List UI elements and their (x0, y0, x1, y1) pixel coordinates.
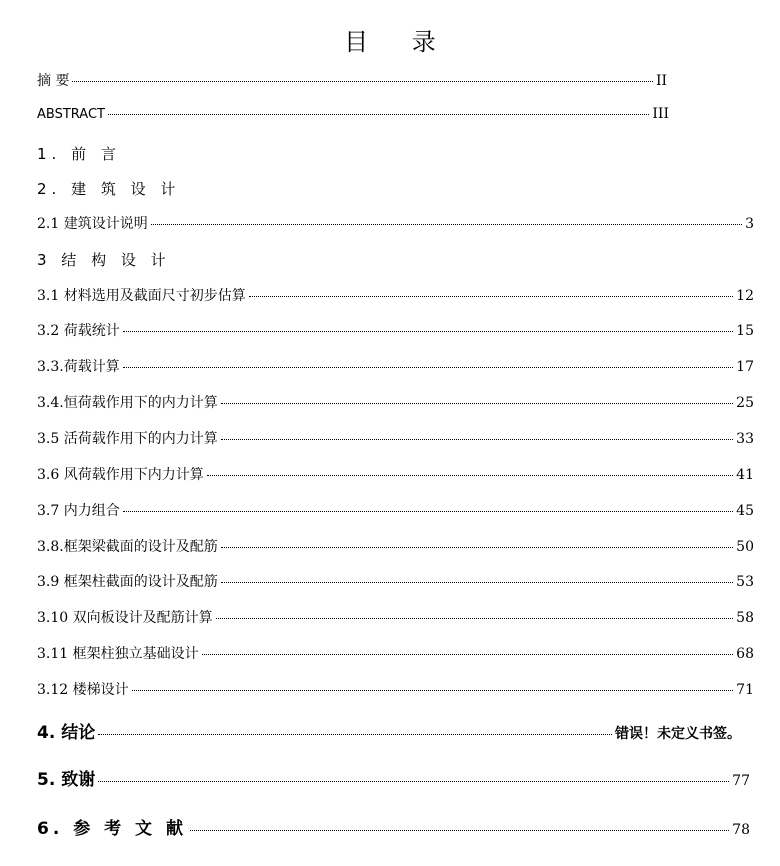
toc-page: 58 (736, 610, 754, 626)
toc-label: 3.7 内力组合 (37, 503, 120, 519)
dot-leader (72, 81, 652, 82)
toc-label: 2.1 建筑设计说明 (37, 216, 148, 232)
dot-leader (132, 690, 734, 691)
dot-leader (98, 781, 729, 782)
toc-page: 78 (732, 822, 750, 838)
toc-label: 3.2 荷载统计 (37, 323, 120, 339)
dot-leader (221, 439, 733, 440)
toc-label: 6. 参 考 文 献 (37, 819, 187, 839)
toc-page: 12 (736, 288, 754, 304)
toc-entry-3-6[interactable] (37, 464, 754, 484)
toc-entry-3-5[interactable] (37, 428, 754, 448)
toc-entry-3-1[interactable] (37, 285, 754, 305)
dot-leader (221, 403, 733, 404)
toc-page: 71 (736, 682, 754, 698)
toc-page: 53 (736, 574, 754, 590)
dot-leader (202, 654, 734, 655)
dot-leader (216, 618, 734, 619)
toc-entry-abstract-cn[interactable] (37, 70, 667, 90)
toc-label: 3.1 材料选用及截面尺寸初步估算 (37, 288, 246, 304)
toc-page-error: 错误！未定义书签。 (615, 726, 741, 742)
toc-label: 摘 要 (37, 73, 70, 89)
toc-page: 68 (736, 646, 754, 662)
dot-leader (151, 224, 742, 225)
toc-entry-3-8[interactable] (37, 536, 754, 556)
toc-entry-3-7[interactable] (37, 500, 754, 520)
toc-heading-structure[interactable]: 3 结 构 设 计 (37, 251, 171, 269)
toc-page: 3 (745, 216, 754, 232)
toc-page: 41 (736, 467, 754, 483)
dot-leader (221, 547, 733, 548)
toc-entry-2-1[interactable] (37, 213, 754, 233)
toc-page: 15 (736, 323, 754, 339)
toc-label: ABSTRACT (37, 107, 105, 122)
toc-entry-3-9[interactable] (37, 571, 754, 591)
toc-entry-3-11[interactable] (37, 643, 754, 663)
dot-leader (207, 475, 733, 476)
toc-label: 3.3.荷载计算 (37, 359, 120, 375)
toc-heading-architecture[interactable]: 2. 建 筑 设 计 (37, 180, 181, 198)
toc-entry-abstract-en[interactable] (37, 106, 669, 122)
dot-leader (123, 511, 733, 512)
toc-entry-3-3[interactable] (37, 356, 754, 376)
toc-page: III (652, 106, 669, 122)
toc-page: 25 (736, 395, 754, 411)
dot-leader (249, 296, 733, 297)
toc-label: 3.8.框架梁截面的设计及配筋 (37, 539, 218, 555)
toc-label: 4. 结论 (37, 723, 96, 743)
toc-label: 3.4.恒荷载作用下的内力计算 (37, 395, 218, 411)
toc-entry-3-4[interactable] (37, 392, 754, 412)
toc-heading-preface[interactable]: 1. 前 言 (37, 145, 121, 163)
toc-label: 3.9 框架柱截面的设计及配筋 (37, 574, 218, 590)
toc-page: 45 (736, 503, 754, 519)
toc-entry-references[interactable] (37, 814, 750, 839)
toc-label: 5. 致谢 (37, 770, 96, 790)
toc-entry-3-12[interactable] (37, 679, 754, 699)
dot-leader (123, 367, 733, 368)
toc-label: 3.11 框架柱独立基础设计 (37, 646, 199, 662)
dot-leader (221, 582, 733, 583)
toc-label: 3.6 风荷载作用下内力计算 (37, 467, 204, 483)
toc-label: 3.10 双向板设计及配筋计算 (37, 610, 213, 626)
toc-entry-3-2[interactable] (37, 320, 754, 340)
toc-title: 目 录 (344, 28, 454, 56)
toc-entry-acknowledgement[interactable] (37, 765, 750, 790)
toc-page: 33 (736, 431, 754, 447)
dot-leader (190, 830, 729, 831)
dot-leader (108, 114, 649, 115)
toc-label: 3.12 楼梯设计 (37, 682, 129, 698)
dot-leader (98, 734, 612, 735)
toc-page: 17 (736, 359, 754, 375)
dot-leader (123, 331, 733, 332)
toc-entry-conclusion[interactable] (37, 718, 741, 743)
toc-page: 50 (736, 539, 754, 555)
toc-label: 3.5 活荷载作用下的内力计算 (37, 431, 218, 447)
toc-page: II (655, 73, 667, 89)
toc-page: 77 (732, 773, 750, 789)
toc-entry-3-10[interactable] (37, 607, 754, 627)
